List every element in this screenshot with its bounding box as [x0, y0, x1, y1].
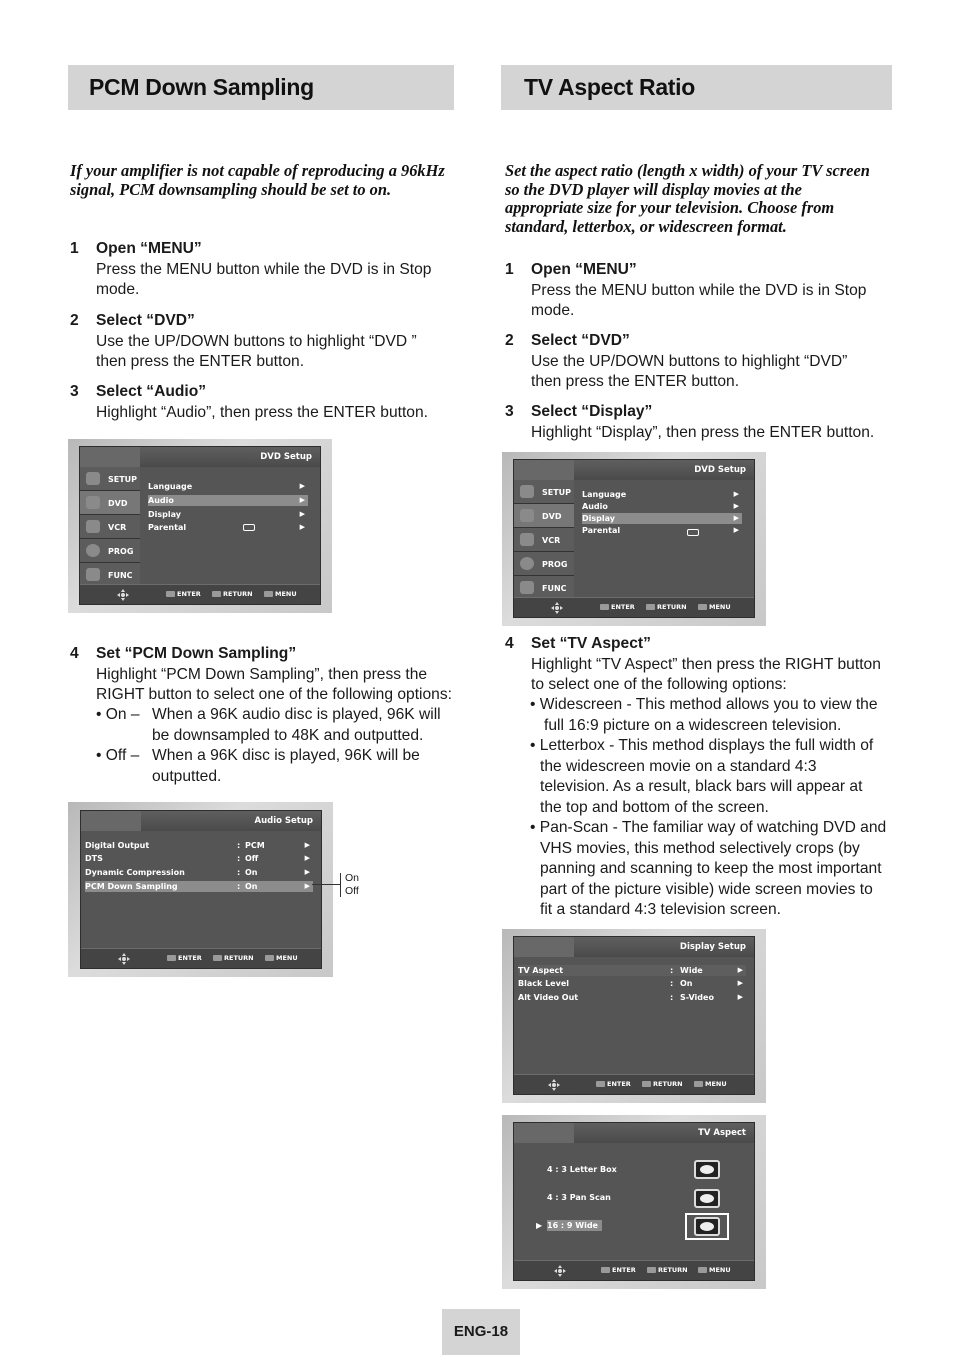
bullet-line: the widescreen movie on a standard 4:3: [540, 757, 817, 775]
bullet-line: • Pan-Scan - The familiar way of watching DVD and: [530, 819, 887, 836]
lock-icon: [687, 529, 699, 536]
footer-menu: [698, 1266, 731, 1274]
footer-label: ENTER: [178, 954, 202, 962]
arrow-right-icon: ▶: [304, 841, 310, 849]
sidebar-item-dvd: [80, 491, 140, 515]
bullet-line: • Letterbox - This method displays the full width of: [530, 737, 874, 754]
bullet-line: television. As a result, black bars will appear at: [540, 778, 863, 795]
tv-letterbox-icon: [694, 1160, 720, 1179]
footer-return: [212, 590, 253, 598]
sidebar-label: DVD: [108, 499, 128, 508]
sidebar-label: PROG: [108, 547, 134, 556]
lock-icon: [243, 524, 255, 531]
bullet-line: fit a standard 4:3 television screen.: [540, 901, 781, 918]
step-line: Highlight “Audio”, then press the ENTER button.: [96, 403, 428, 421]
footer-label: MENU: [276, 954, 298, 962]
osd-title-bar: [81, 811, 321, 831]
osd-title-bar: [80, 447, 320, 467]
menu-label: Display: [148, 510, 181, 519]
menu-label: Audio: [148, 496, 174, 505]
setting-value: On: [245, 868, 258, 877]
option-line: outputted.: [152, 767, 222, 785]
arrow-right-icon: ▶: [733, 502, 739, 510]
aspect-option-label: 4 : 3 Letter Box: [547, 1165, 617, 1174]
sidebar-label: SETUP: [542, 488, 572, 497]
footer-label: ENTER: [177, 590, 201, 598]
return-icon: [212, 591, 221, 597]
step-number: 1: [70, 240, 79, 257]
arrow-right-icon: ▶: [304, 882, 310, 890]
step-line: mode.: [531, 302, 575, 319]
clock-icon: [86, 544, 100, 557]
osd-footer: [81, 948, 321, 968]
menu-row: [518, 992, 746, 1003]
step-title: Open “MENU”: [531, 261, 637, 278]
section-header-tv-aspect: [501, 65, 892, 110]
step-body: [96, 403, 428, 424]
enter-icon: [166, 591, 175, 597]
footer-return: [642, 1080, 683, 1088]
callout-option: Off: [345, 885, 359, 897]
step-line: then press the ENTER button.: [531, 373, 740, 390]
step-line: to select one of the following options:: [531, 676, 787, 693]
step-body: [96, 665, 452, 706]
bullet-line: the top and bottom of the screen.: [540, 798, 769, 816]
setting-label: Digital Output: [85, 841, 150, 850]
osd-sidebar: [514, 480, 574, 600]
return-icon: [646, 604, 655, 610]
step-line: mode.: [96, 281, 140, 298]
menu-row: [148, 481, 308, 492]
colon: :: [670, 966, 674, 975]
footer-menu: [698, 603, 731, 611]
osd-title: TV Aspect: [698, 1128, 746, 1138]
footer-enter: [601, 1266, 636, 1274]
menu-row: [582, 489, 742, 500]
setting-value: On: [680, 979, 693, 988]
step-body: [96, 260, 431, 301]
tv-pan-scan-icon: [694, 1189, 720, 1208]
function-icon: [520, 581, 534, 594]
menu-row: [582, 525, 742, 536]
osd-title-bar: [514, 1123, 754, 1143]
step-title: Select “DVD”: [531, 332, 630, 349]
intro-line: standard, letterbox, or widescreen format.: [505, 216, 787, 236]
section-title: TV Aspect Ratio: [524, 74, 696, 100]
menu-icon: [694, 1081, 703, 1087]
navigation-icon: [551, 602, 563, 614]
step-line: Press the MENU button while the DVD is in Stop: [96, 260, 432, 278]
option-line: When a 96K audio disc is played, 96K will: [152, 706, 441, 723]
menu-row: [148, 509, 308, 520]
aspect-option-label: 16 : 9 Wide: [547, 1221, 598, 1230]
sidebar-label: PROG: [542, 560, 568, 569]
osd-title: Display Setup: [679, 942, 746, 952]
osd-title: DVD Setup: [694, 465, 746, 475]
footer-menu: [264, 590, 297, 598]
aspect-option: [547, 1164, 667, 1175]
setting-value: Off: [245, 854, 259, 863]
footer-enter: [166, 590, 201, 598]
selection-arrow-icon: ▶: [536, 1221, 543, 1230]
sidebar-item-dvd: [514, 504, 574, 528]
step-title: Select “Display”: [531, 403, 653, 420]
osd-screen: [513, 936, 755, 1095]
colon: :: [237, 854, 241, 863]
setting-value: S-Video: [680, 993, 714, 1002]
step-body: [96, 332, 417, 373]
sidebar-item-prog: [514, 552, 574, 576]
colon: :: [670, 979, 674, 988]
footer-label: RETURN: [224, 954, 254, 962]
arrow-right-icon: ▶: [733, 490, 739, 498]
step-line: RIGHT button to select one of the following options:: [96, 686, 452, 703]
setting-value: Wide: [680, 966, 703, 975]
option-bullet: • On –: [96, 706, 140, 723]
intro-line: If your amplifier is not capable of reproducing a 96kHz: [70, 161, 445, 180]
page-number: ENG-18: [442, 1309, 520, 1355]
callout-options: [345, 872, 359, 898]
section-title: PCM Down Sampling: [89, 74, 314, 100]
menu-icon: [265, 955, 274, 961]
tv-screen: [700, 1222, 714, 1231]
intro-line: Set the aspect ratio (length x width) of your TV screen: [505, 161, 870, 180]
enter-icon: [596, 1081, 605, 1087]
bullet-line: VHS movies, this method selectively crops (by: [540, 839, 860, 857]
colon: :: [237, 882, 241, 891]
sidebar-label: FUNC: [542, 584, 567, 593]
footer-label: RETURN: [658, 1266, 688, 1274]
option-text: [152, 746, 472, 787]
osd-title-bar: [514, 937, 754, 957]
arrow-right-icon: ▶: [733, 526, 739, 534]
step-line: Use the UP/DOWN buttons to highlight “DVD ”: [96, 332, 417, 350]
footer-enter: [596, 1080, 631, 1088]
arrow-right-icon: ▶: [737, 993, 743, 1001]
screenshot-audio-setup: [68, 802, 333, 977]
colon: :: [670, 993, 674, 1002]
step-title: Open “MENU”: [96, 240, 202, 257]
osd-screen: [79, 446, 321, 605]
osd-title: DVD Setup: [260, 452, 312, 462]
setting-label: Alt Video Out: [518, 993, 579, 1002]
menu-icon: [698, 604, 707, 610]
option-line: When a 96K disc is played, 96K will be: [152, 747, 420, 764]
disc-icon: [86, 496, 100, 509]
step-3: [505, 402, 895, 444]
menu-row-highlighted: [518, 965, 746, 976]
footer-enter: [167, 954, 202, 962]
arrow-right-icon: ▶: [737, 966, 743, 974]
intro-text: [70, 162, 460, 199]
step-number: 3: [70, 383, 79, 400]
osd-title-tab: [81, 811, 141, 831]
step-title: Select “Audio”: [96, 383, 207, 400]
section-header-pcm: [68, 65, 454, 110]
bullet-line: panning and scanning to keep the most important: [540, 860, 882, 877]
arrow-right-icon: ▶: [737, 979, 743, 987]
sidebar-label: VCR: [542, 536, 561, 545]
setting-value: PCM: [245, 841, 265, 850]
footer-label: MENU: [275, 590, 297, 598]
osd-title-tab: [514, 460, 574, 480]
arrow-right-icon: ▶: [304, 868, 310, 876]
return-icon: [647, 1267, 656, 1273]
enter-icon: [600, 604, 609, 610]
menu-label: Audio: [582, 502, 608, 511]
step-line: Use the UP/DOWN buttons to highlight “DVD”: [531, 352, 848, 370]
footer-label: RETURN: [223, 590, 253, 598]
navigation-icon: [548, 1079, 560, 1091]
footer-label: ENTER: [607, 1080, 631, 1088]
menu-label: Language: [148, 482, 193, 491]
disc-icon: [520, 509, 534, 522]
sidebar-label: VCR: [108, 523, 127, 532]
osd-screen: [513, 459, 755, 618]
step-line: Highlight “PCM Down Sampling”, then press the: [96, 665, 428, 683]
tv-screen: [700, 1194, 714, 1203]
step-line: Press the MENU button while the DVD is in Stop: [531, 281, 867, 299]
menu-row-highlighted: [582, 513, 742, 524]
menu-row: [85, 840, 313, 851]
footer-label: ENTER: [611, 603, 635, 611]
menu-row-highlighted: [148, 495, 308, 506]
footer-label: MENU: [709, 603, 731, 611]
bullet-line: part of the picture visible) wide screen movies to: [540, 880, 873, 898]
arrow-right-icon: ▶: [299, 523, 305, 531]
osd-footer: [80, 584, 320, 604]
gear-icon: [86, 472, 100, 485]
osd-footer: [514, 597, 754, 617]
setting-value: On: [245, 882, 258, 891]
gear-icon: [520, 485, 534, 498]
sidebar-item-vcr: [514, 528, 574, 552]
navigation-icon: [117, 589, 129, 601]
enter-icon: [601, 1267, 610, 1273]
callout-bracket: [340, 873, 341, 897]
osd-title-tab: [80, 447, 140, 467]
screenshot-tv-aspect: [502, 1115, 766, 1289]
setting-label: Black Level: [518, 979, 569, 988]
osd-sidebar: [80, 467, 140, 587]
menu-label: Parental: [582, 526, 621, 535]
footer-label: RETURN: [657, 603, 687, 611]
tape-icon: [86, 520, 100, 533]
osd-title-tab: [514, 1123, 574, 1143]
clock-icon: [520, 557, 534, 570]
screenshot-dvd-setup: [68, 439, 332, 613]
step-title: Select “DVD”: [96, 312, 195, 329]
menu-icon: [264, 591, 273, 597]
aspect-option: [547, 1192, 667, 1203]
bullet-widescreen: [530, 695, 900, 736]
aspect-option-label: 4 : 3 Pan Scan: [547, 1193, 611, 1202]
menu-row: [85, 853, 313, 864]
setting-label: TV Aspect: [518, 966, 564, 975]
enter-icon: [167, 955, 176, 961]
arrow-right-icon: ▶: [299, 482, 305, 490]
step-body: [531, 423, 874, 444]
menu-label: Parental: [148, 523, 187, 532]
step-2: [505, 331, 895, 393]
osd-title: Audio Setup: [254, 816, 313, 826]
navigation-icon: [554, 1265, 566, 1277]
colon: :: [237, 868, 241, 877]
step-body: [531, 352, 847, 393]
intro-line: signal, PCM downsampling should be set to on.: [70, 179, 392, 199]
menu-row-highlighted: [85, 881, 313, 892]
setting-label: DTS: [85, 854, 103, 863]
step-number: 4: [505, 635, 514, 652]
bullet-pan-scan: [530, 818, 900, 921]
arrow-right-icon: ▶: [304, 854, 310, 862]
step-1: [70, 239, 460, 301]
sidebar-item-prog: [80, 539, 140, 563]
intro-text: [505, 162, 895, 236]
menu-label: Display: [582, 514, 615, 523]
step-number: 2: [505, 332, 514, 349]
menu-icon: [698, 1267, 707, 1273]
menu-row: [518, 978, 746, 989]
step-4: [505, 634, 895, 696]
callout-line: [312, 884, 340, 885]
option-line: be downsampled to 48K and outputted.: [152, 726, 424, 744]
option-text: [152, 705, 472, 746]
colon: :: [237, 841, 241, 850]
footer-label: ENTER: [612, 1266, 636, 1274]
step-2: [70, 311, 460, 373]
step-4: [70, 644, 460, 706]
step-1: [505, 260, 895, 322]
step-line: then press the ENTER button.: [96, 353, 305, 370]
navigation-icon: [118, 953, 130, 965]
screenshot-dvd-setup: [502, 452, 766, 626]
bullet-letterbox: [530, 736, 900, 818]
arrow-right-icon: ▶: [299, 496, 305, 504]
return-icon: [213, 955, 222, 961]
footer-return: [646, 603, 687, 611]
setting-label: Dynamic Compression: [85, 868, 185, 877]
footer-label: MENU: [705, 1080, 727, 1088]
osd-footer: [514, 1260, 754, 1280]
step-number: 3: [505, 403, 514, 420]
footer-menu: [694, 1080, 727, 1088]
menu-row: [582, 501, 742, 512]
tv-widescreen-icon: [694, 1217, 720, 1236]
footer-label: MENU: [709, 1266, 731, 1274]
step-line: Highlight “TV Aspect” then press the RIGHT button: [531, 655, 881, 673]
osd-title-tab: [514, 937, 574, 957]
intro-line: so the DVD player will display movies at the: [505, 179, 802, 199]
sidebar-item-setup: [514, 480, 574, 504]
aspect-option-selected: [547, 1220, 602, 1231]
sidebar-item-vcr: [80, 515, 140, 539]
osd-screen: [513, 1122, 755, 1281]
footer-menu: [265, 954, 298, 962]
step-body: [531, 281, 866, 322]
sidebar-label: DVD: [542, 512, 562, 521]
step-body: [531, 655, 881, 696]
footer-enter: [600, 603, 635, 611]
step-title: Set “TV Aspect”: [531, 635, 651, 652]
footer-return: [213, 954, 254, 962]
sidebar-item-setup: [80, 467, 140, 491]
step-title: Set “PCM Down Sampling”: [96, 645, 297, 662]
callout-option: On: [345, 872, 360, 884]
osd-screen: [80, 810, 322, 969]
menu-label: Language: [582, 490, 627, 499]
osd-footer: [514, 1074, 754, 1094]
function-icon: [86, 568, 100, 581]
step-number: 2: [70, 312, 79, 329]
intro-line: appropriate size for your television. Choose from: [505, 198, 835, 217]
menu-row: [148, 522, 308, 533]
sidebar-label: FUNC: [108, 571, 133, 580]
bullet-line: full 16:9 picture on a widescreen television.: [544, 716, 842, 734]
sidebar-label: SETUP: [108, 475, 138, 484]
footer-return: [647, 1266, 688, 1274]
step-line: Highlight “Display”, then press the ENTER button.: [531, 423, 875, 441]
option-bullet: • Off –: [96, 747, 140, 764]
setting-label: PCM Down Sampling: [85, 882, 178, 891]
step-3: [70, 382, 460, 424]
return-icon: [642, 1081, 651, 1087]
arrow-right-icon: ▶: [299, 510, 305, 518]
tv-screen: [700, 1165, 714, 1174]
tape-icon: [520, 533, 534, 546]
arrow-right-icon: ▶: [733, 514, 739, 522]
step-number: 4: [70, 645, 79, 662]
screenshot-display-setup: [502, 929, 766, 1103]
menu-row: [85, 867, 313, 878]
footer-label: RETURN: [653, 1080, 683, 1088]
step-number: 1: [505, 261, 514, 278]
bullet-line: • Widescreen - This method allows you to view the: [530, 696, 878, 713]
osd-title-bar: [514, 460, 754, 480]
